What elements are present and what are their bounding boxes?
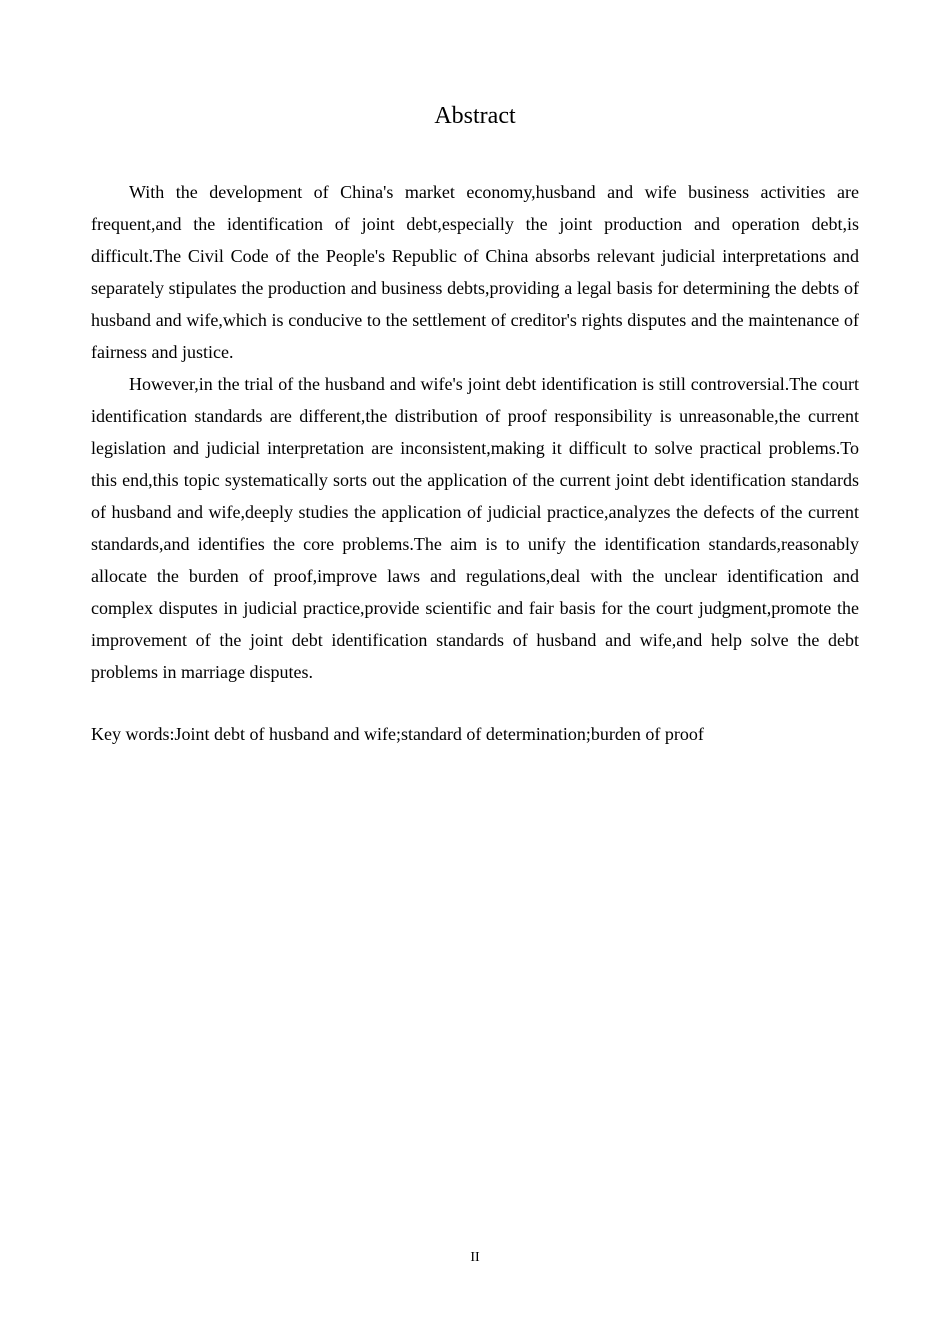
page-number: II [470,1250,480,1265]
keywords-line: Key words:Joint debt of husband and wife;standard of determination;burden of proof [91,724,704,744]
abstract-paragraph-1: With the development of China's market economy,husband and wife business activities are frequent,and the identification of joint debt,especially the joint production and operation debt,is difficult.The Civil Code of the People's Republic of China absorbs relevant judicial interpretations and separately stipulates the production and business debts,providing a legal basis for determining the debts of husband and wife,which is conducive to the settlement of creditor's rights disputes and the maintenance of fairness and justice. [91,182,859,362]
abstract-title: Abstract [434,103,516,129]
abstract-body [91,176,859,688]
abstract-paragraph-2: However,in the trial of the husband and wife's joint debt identification is still controversial.The court identification standards are different,the distribution of proof responsibility is unreasonable,the current legislation and judicial interpretation are inconsistent,making it difficult to solve practical problems.To this end,this topic systematically sorts out the application of the current joint debt identification standards of husband and wife,deeply studies the application of judicial practice,analyzes the defects of the current standards,and identifies the core problems.The aim is to unify the identification standards,reasonably allocate the burden of proof,improve laws and regulations,deal with the unclear identification and complex disputes in judicial practice,provide scientific and fair basis for the court judgment,promote the improvement of the joint debt identification standards of husband and wife,and help solve the debt problems in marriage disputes. [91,374,859,682]
